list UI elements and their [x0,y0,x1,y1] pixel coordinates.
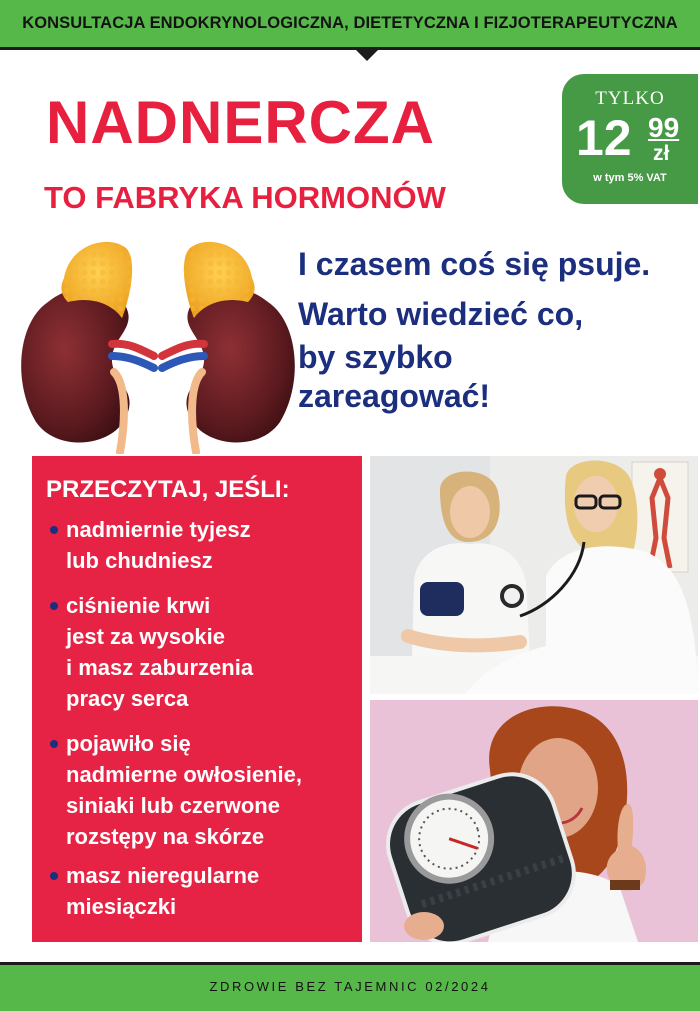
lead-line: zareagować! [298,378,491,414]
lead-line: by szybko [298,339,453,375]
price-badge [562,74,698,204]
bullet-icon [50,602,58,610]
checklist-line: jest za wysokie [66,624,225,649]
cover-title: NADNERCZA [46,89,435,156]
checklist-panel [32,456,362,942]
scale-photo [370,700,698,942]
checklist-item [46,860,358,922]
price-vat: w tym 5% VAT [593,172,667,184]
consultation-photo [370,456,698,694]
price-currency: zł [653,142,670,165]
checklist-line: nadmierne owłosienie, [66,762,302,787]
checklist-line: pojawiło się [66,731,191,756]
checklist-line: pracy serca [66,686,189,711]
lead-text [298,240,698,416]
checklist-item [46,590,358,714]
checklist-heading: PRZECZYTAJ, JEŚLI: [46,476,290,503]
checklist-line: i masz zaburzenia [66,655,254,680]
checklist-item [46,514,358,576]
bullet-icon [50,872,58,880]
checklist-item [46,728,358,852]
issue-label: ZDROWIE BEZ TAJEMNIC 02/2024 [209,979,491,994]
price-label: TYLKO [595,88,665,109]
bullet-icon [50,740,58,748]
price-decimal: 99 [648,112,680,143]
band-notch [356,50,378,61]
bottom-band [0,962,700,1011]
checklist-line: masz nieregularne [66,863,260,888]
checklist-line: siniaki lub czerwone [66,793,280,818]
checklist-line: nadmiernie tyjesz [66,517,251,542]
top-band [0,0,700,50]
woman-scale-photo-icon [370,700,698,942]
bullet-icon [50,526,58,534]
cover-subtitle: TO FABRYKA HORMONÓW [44,180,446,215]
price-integer: 12 [576,110,632,166]
checklist-line: miesiączki [66,894,177,919]
consultation-photo-icon [370,456,698,694]
lead-line: I czasem coś się psuje. [298,246,651,282]
checklist-line: lub chudniesz [66,548,213,573]
lead-line: Warto wiedzieć co, [298,296,584,332]
kidneys-illustration [8,232,308,454]
checklist-line: rozstępy na skórze [66,824,265,849]
top-band-text: KONSULTACJA ENDOKRYNOLOGICZNA, DIETETYCZNA I FIZJOTERAPEUTYCZNA [22,14,678,32]
checklist-line: ciśnienie krwi [66,593,211,618]
